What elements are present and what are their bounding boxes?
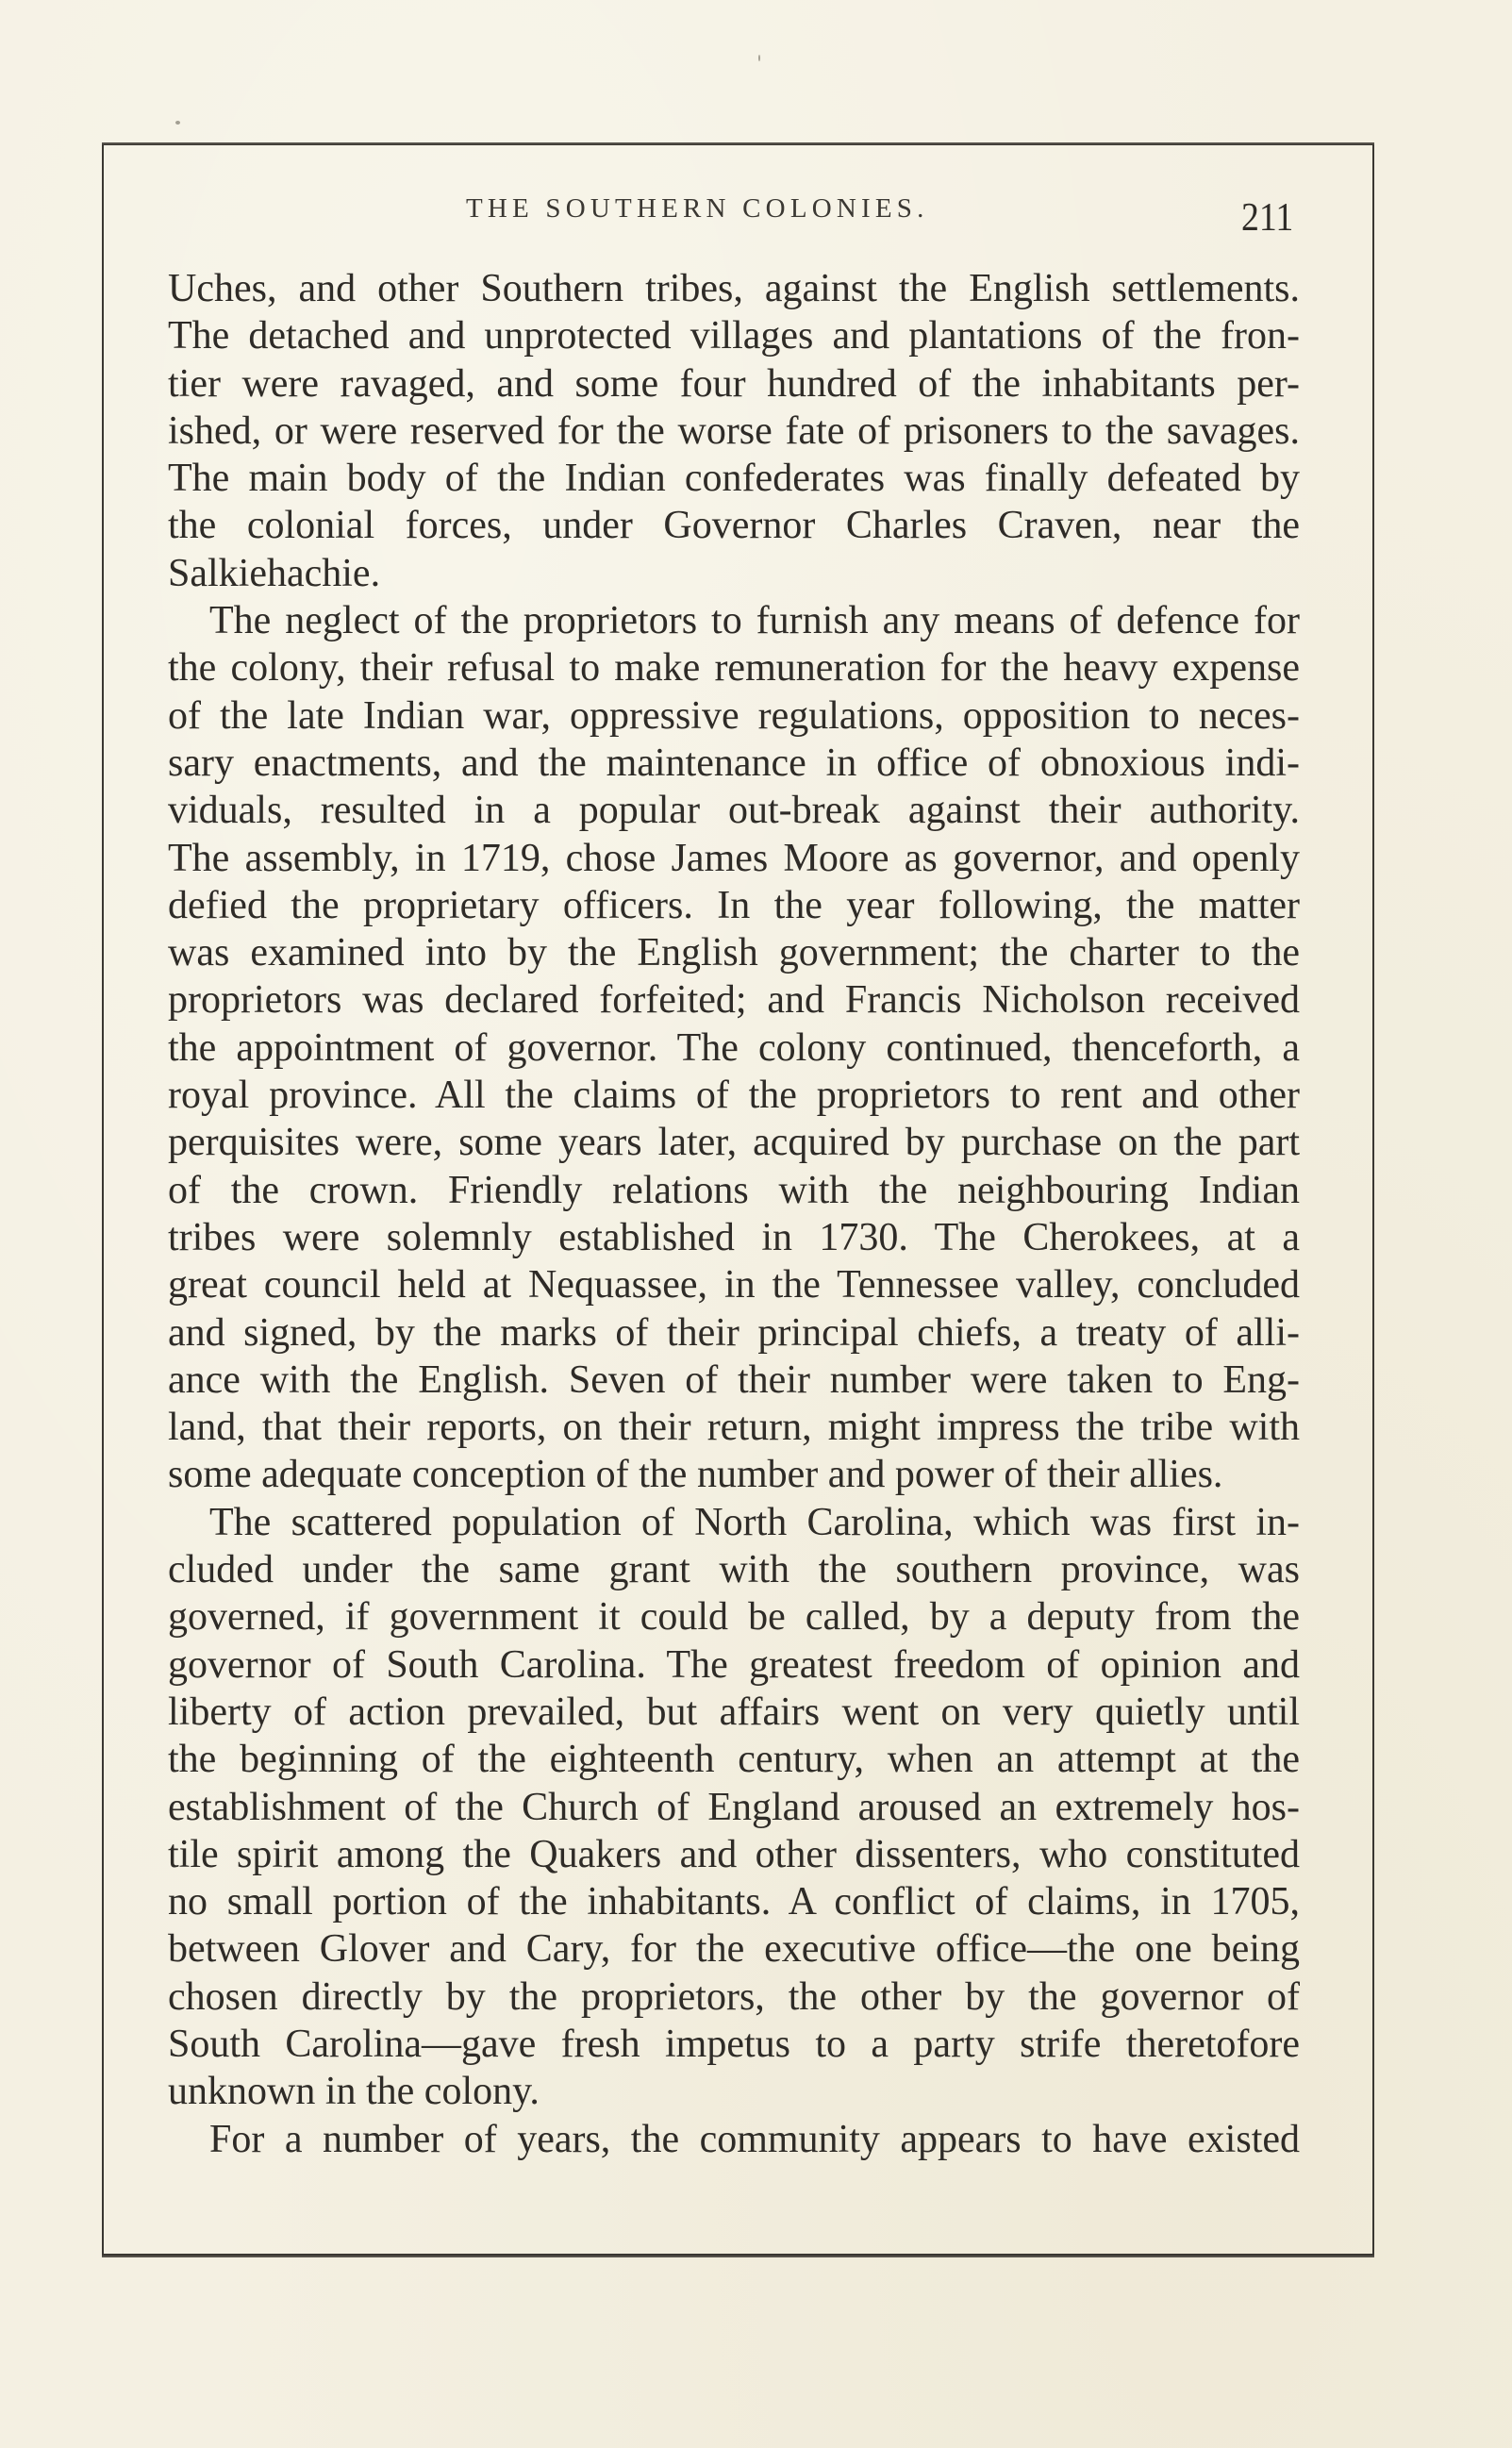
text-line: between Glover and Cary, for the executive office—the one being (168, 1927, 1300, 1972)
text-line: liberty of action prevailed, but affairs went on very quietly until (168, 1690, 1300, 1734)
text-line: cluded under the same grant with the southern province, was (168, 1548, 1300, 1592)
text-line: The detached and unprotected villages and plantations of the fron- (168, 314, 1300, 358)
text-line: Uches, and other Southern tribes, against the English settlements. (168, 267, 1300, 310)
text-line: the colonial forces, under Governor Charles Craven, near the (168, 504, 1300, 548)
text-line: no small portion of the inhabitants. A conflict of claims, in 1705, (168, 1880, 1300, 1924)
paragraph (168, 265, 1300, 597)
text-line: Salkiehachie. (168, 551, 381, 595)
running-head: THE SOUTHERN COLONIES. (466, 193, 929, 224)
text-line: the beginning of the eighteenth century, when an attempt at the (168, 1738, 1300, 1782)
paragraph (168, 597, 1300, 1499)
text-line: viduals, resulted in a popular out-break against their authority. (168, 789, 1300, 833)
text-line: tile spirit among the Quakers and other dissenters, who constituted (168, 1832, 1300, 1876)
text-line: of the crown. Friendly relations with the neighbouring Indian (168, 1168, 1300, 1212)
text-line: governor of South Carolina. The greatest freedom of opinion and (168, 1642, 1300, 1687)
paragraph (168, 1499, 1300, 2116)
text-line: sary enactments, and the maintenance in office of obnoxious indi- (168, 741, 1300, 785)
text-line: ance with the English. Seven of their number were taken to Eng- (168, 1357, 1300, 1402)
text-line: the appointment of governor. The colony continued, thenceforth, a (168, 1025, 1300, 1070)
text-line: The scattered population of North Carolina, which was first in- (209, 1500, 1300, 1544)
body-text (168, 265, 1300, 2163)
text-line: was examined into by the English government; the charter to the (168, 931, 1300, 975)
paper-speck (758, 55, 760, 61)
text-line: chosen directly by the proprietors, the other by the governor of (168, 1974, 1300, 2019)
text-line: perquisites were, some years later, acquired by purchase on the part (168, 1121, 1300, 1165)
text-line: of the late Indian war, oppressive regulations, opposition to neces- (168, 693, 1300, 738)
text-line: royal province. All the claims of the proprietors to rent and other (168, 1074, 1300, 1118)
text-line: great council held at Nequassee, in the Tennessee valley, concluded (168, 1263, 1300, 1307)
text-line: The main body of the Indian confederates was finally defeated by (168, 457, 1300, 501)
paper-speck (175, 121, 180, 125)
text-line: proprietors was declared forfeited; and Francis Nicholson received (168, 978, 1300, 1023)
text-line: tier were ravaged, and some four hundred of the inhabitants per- (168, 361, 1300, 406)
text-line: some adequate conception of the number and power of their allies. (168, 1453, 1223, 1497)
text-line: For a number of years, the community appears to have existed (209, 2117, 1300, 2161)
text-line: unknown in the colony. (168, 2070, 540, 2114)
text-line: governed, if government it could be called, by a deputy from the (168, 1595, 1300, 1640)
paragraph (168, 2116, 1300, 2163)
text-line: defied the proprietary officers. In the year following, the matter (168, 883, 1300, 927)
text-line: The assembly, in 1719, chose James Moore as governor, and openly (168, 836, 1300, 880)
text-line: and signed, by the marks of their principal chiefs, a treaty of alli- (168, 1310, 1300, 1355)
text-line: South Carolina—gave fresh impetus to a party strife theretofore (168, 2022, 1300, 2066)
text-line: ished, or were reserved for the worse fate of prisoners to the savages. (168, 408, 1300, 453)
page-number: 211 (1241, 196, 1294, 240)
text-line: establishment of the Church of England aroused an extremely hos- (168, 1785, 1300, 1829)
text-line: land, that their reports, on their return, might impress the tribe with (168, 1406, 1300, 1450)
text-line: The neglect of the proprietors to furnish any means of defence for (209, 599, 1300, 643)
text-line: tribes were solemnly established in 1730. The Cherokees, at a (168, 1215, 1300, 1259)
text-line: the colony, their refusal to make remuneration for the heavy expense (168, 646, 1300, 691)
